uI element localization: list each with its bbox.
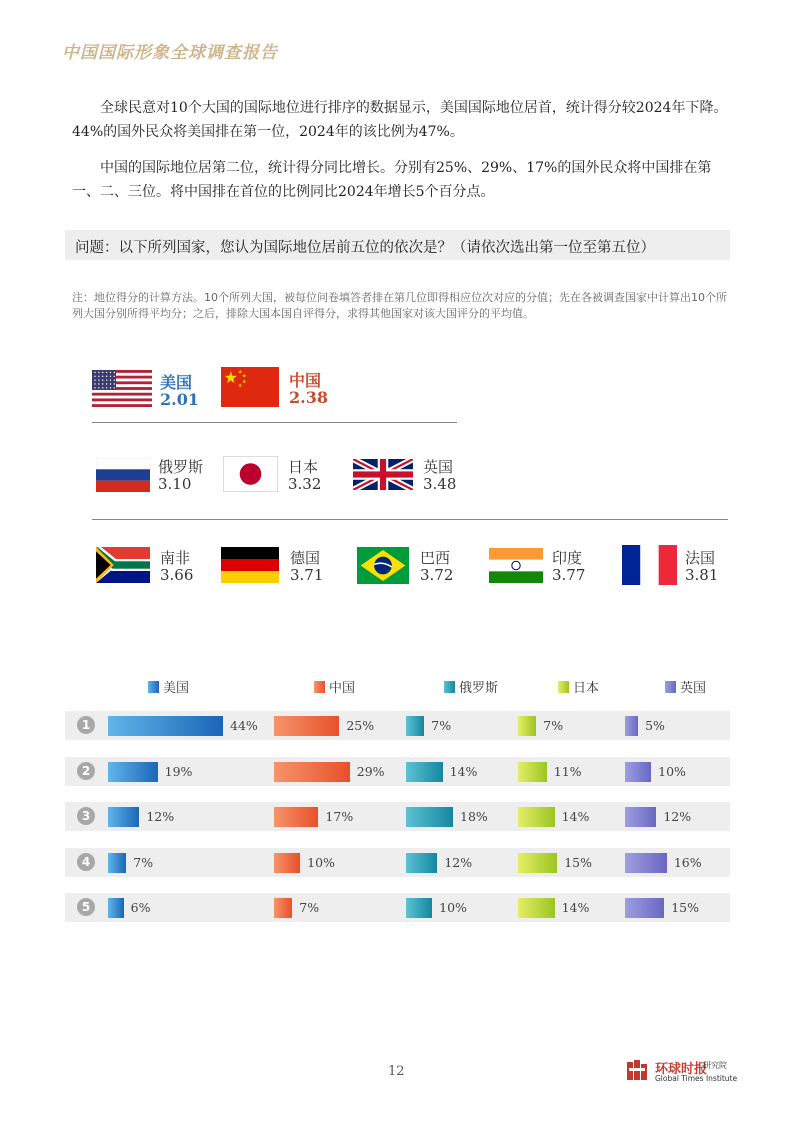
rank-number-badge: 2 xyxy=(77,762,95,780)
bar-中国-rank-4 xyxy=(274,853,300,873)
bar-value-label: 17% xyxy=(325,809,354,824)
bar-value-label: 19% xyxy=(164,764,193,779)
bar-value-label: 7% xyxy=(431,718,452,733)
bar-value-label: 10% xyxy=(658,764,686,779)
country-name: 南非 xyxy=(160,549,191,567)
bar-俄罗斯-rank-5 xyxy=(406,898,432,918)
rank-number-badge: 5 xyxy=(77,898,95,916)
bar-value-label: 14% xyxy=(561,809,590,824)
country-score: 2.38 xyxy=(289,388,328,407)
bar-日本-rank-5 xyxy=(518,898,555,918)
bar-value-label: 12% xyxy=(444,855,473,870)
russia-flag xyxy=(96,458,150,492)
bar-value-label: 6% xyxy=(130,900,151,915)
bar-value-label: 10% xyxy=(307,855,335,870)
bar-美国-rank-3 xyxy=(108,807,139,827)
country-score: 3.77 xyxy=(552,566,586,584)
bar-英国-rank-1 xyxy=(625,716,638,736)
india-flag xyxy=(489,548,543,583)
legend-item xyxy=(148,677,189,696)
bar-value-label: 5% xyxy=(645,718,665,733)
bar-value-label: 11% xyxy=(553,764,582,779)
bar-value-label: 15% xyxy=(671,900,699,915)
bar-美国-rank-1 xyxy=(108,716,223,736)
bar-美国-rank-2 xyxy=(108,762,158,782)
japan-flag xyxy=(223,456,278,492)
bar-俄罗斯-rank-2 xyxy=(406,762,443,782)
legend-label: 俄罗斯 xyxy=(459,681,499,696)
france-flag xyxy=(622,545,677,585)
legend-swatch xyxy=(314,681,325,693)
uk-flag xyxy=(353,459,413,490)
bar-日本-rank-3 xyxy=(518,807,555,827)
bar-value-label: 14% xyxy=(449,764,478,779)
report-header-title: 中国国际形象全球调查报告 xyxy=(62,43,278,63)
bar-英国-rank-4 xyxy=(625,853,667,873)
country-score: 2.01 xyxy=(160,390,199,409)
bar-日本-rank-1 xyxy=(518,716,536,736)
country-score: 3.32 xyxy=(288,475,322,493)
rank-number-badge: 4 xyxy=(77,853,95,871)
divider-middle xyxy=(92,519,728,520)
legend-swatch xyxy=(558,681,569,693)
bar-value-label: 16% xyxy=(673,855,702,870)
country-score: 3.72 xyxy=(420,566,454,584)
country-score: 3.66 xyxy=(160,566,194,584)
bar-英国-rank-5 xyxy=(625,898,664,918)
country-name: 英国 xyxy=(423,458,454,476)
legend-label: 中国 xyxy=(329,681,356,696)
bar-value-label: 18% xyxy=(460,809,488,824)
bar-中国-rank-2 xyxy=(274,762,350,782)
bar-中国-rank-5 xyxy=(274,898,292,918)
logo-subtitle: 研究院 xyxy=(703,1061,727,1070)
bar-美国-rank-4 xyxy=(108,853,126,873)
legend-label: 英国 xyxy=(680,681,707,696)
logo-chinese-name: 环球时报 xyxy=(655,1062,708,1077)
bar-英国-rank-3 xyxy=(625,807,656,827)
bar-value-label: 15% xyxy=(564,855,592,870)
bar-中国-rank-3 xyxy=(274,807,318,827)
legend-swatch xyxy=(444,681,455,693)
south-africa-flag xyxy=(96,547,150,583)
bar-俄罗斯-rank-4 xyxy=(406,853,437,873)
country-name: 法国 xyxy=(685,549,716,567)
brazil-flag xyxy=(357,547,409,584)
china-flag xyxy=(221,367,279,407)
bar-俄罗斯-rank-3 xyxy=(406,807,453,827)
rank-number-badge: 3 xyxy=(77,807,95,825)
bar-value-label: 7% xyxy=(299,900,320,915)
bar-日本-rank-4 xyxy=(518,853,557,873)
bar-value-label: 14% xyxy=(561,900,590,915)
country-name: 日本 xyxy=(288,458,319,476)
bar-value-label: 29% xyxy=(356,764,385,779)
legend-label: 日本 xyxy=(573,681,600,696)
gti-logo-icon xyxy=(625,1058,649,1082)
germany-flag xyxy=(221,547,279,583)
bar-value-label: 10% xyxy=(439,900,467,915)
country-name: 印度 xyxy=(552,549,583,567)
bar-美国-rank-5 xyxy=(108,898,124,918)
country-name: 美国 xyxy=(160,373,193,392)
paragraph-us-ranking: 全球民意对10个大国的国际地位进行排序的数据显示，美国国际地位居首，统计得分较2024年下降。44%的国外民众将美国排在第一位，2024年的该比例为47%。 xyxy=(72,100,728,140)
bar-value-label: 12% xyxy=(146,809,175,824)
bar-日本-rank-2 xyxy=(518,762,547,782)
divider-top xyxy=(92,422,457,423)
bar-value-label: 7% xyxy=(133,855,154,870)
legend-item xyxy=(444,677,498,696)
country-score: 3.71 xyxy=(290,566,324,584)
bar-value-label: 25% xyxy=(346,718,375,733)
bar-value-label: 7% xyxy=(543,718,564,733)
country-name: 巴西 xyxy=(420,549,451,567)
country-name: 俄罗斯 xyxy=(158,458,204,476)
bar-英国-rank-2 xyxy=(625,762,651,782)
bar-中国-rank-1 xyxy=(274,716,339,736)
logo-english-name: Global Times Institute xyxy=(655,1074,738,1083)
paragraph-china-ranking: 中国的国际地位居第二位，统计得分同比增长。分别有25%、29%、17%的国外民众将中国排在第一、二、三位。将中国排在首位的比例同比2024年增长5个百分点。 xyxy=(72,160,712,200)
bar-value-label: 12% xyxy=(663,809,692,824)
legend-swatch xyxy=(665,681,676,693)
rank-number-badge: 1 xyxy=(77,716,95,734)
methodology-note: 注：地位得分的计算方法。10个所列大国，被每位问卷填答者排在第几位即得相应位次对应的分值；先在各被调查国家中计算出10个所列大国分别所得平均分；之后，排除大国本国自评得分，求得其他国家对该大国评分的平均值。 xyxy=(72,291,727,320)
usa-flag xyxy=(92,370,152,407)
legend-item xyxy=(558,677,599,696)
legend-item xyxy=(665,677,706,696)
page-number: 12 xyxy=(388,1064,405,1079)
bar-value-label: 44% xyxy=(230,718,258,733)
question-text: 问题：以下所列国家，您认为国际地位居前五位的依次是？（请依次选出第一位至第五位） xyxy=(75,240,655,256)
legend-label: 美国 xyxy=(163,681,190,696)
country-score: 3.48 xyxy=(423,475,457,493)
country-name: 中国 xyxy=(289,371,322,390)
country-score: 3.81 xyxy=(685,566,719,584)
country-score: 3.10 xyxy=(158,475,192,493)
bar-俄罗斯-rank-1 xyxy=(406,716,424,736)
country-name: 德国 xyxy=(290,549,321,567)
legend-item xyxy=(314,677,355,696)
question-box xyxy=(65,230,730,260)
legend-swatch xyxy=(148,681,159,693)
